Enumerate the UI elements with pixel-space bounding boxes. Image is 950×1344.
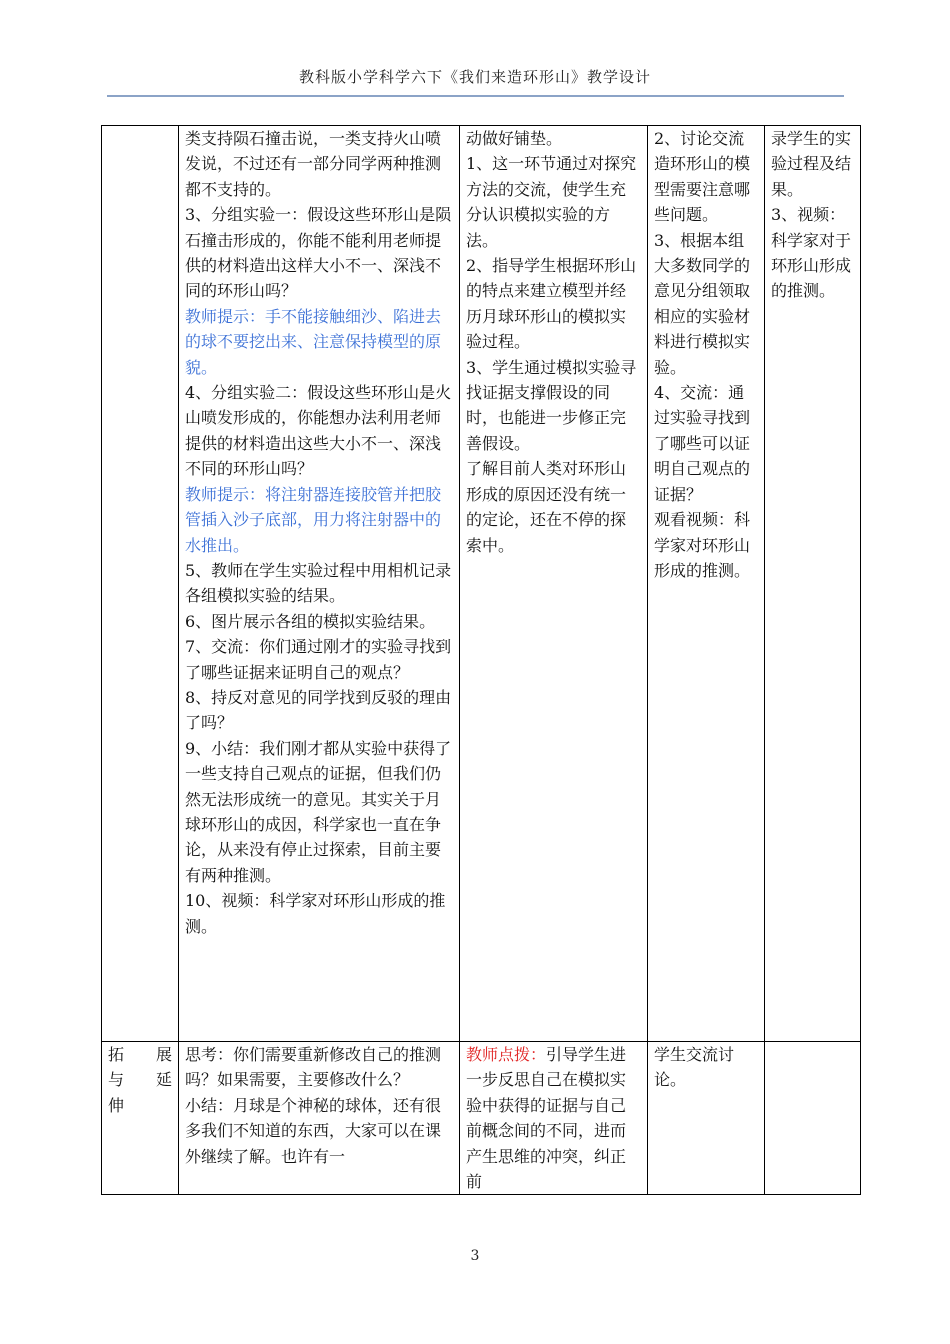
intent-paragraph — [466, 1042, 641, 1194]
cell-paragraph: 5、教师在学生实验过程中用相机记录各组模拟实验的结果。 — [185, 560, 452, 606]
cell-paragraph: 3、根据本组大多数同学的意见分组领取相应的实验材料进行模拟实验。 — [654, 230, 751, 377]
cell-paragraph: 2、讨论交流造环形山的模型需要注意哪些问题。 — [654, 129, 751, 225]
cell-paragraph: 伸 — [108, 1095, 125, 1115]
cell-paragraph: 学生交流讨论。 — [654, 1045, 735, 1090]
stage-cell — [102, 1042, 179, 1195]
stage-cell — [102, 126, 179, 1042]
cell-paragraph: 录学生的实验过程及结果。 — [771, 129, 852, 199]
cell-paragraph: 了解目前人类对环形山形成的原因还没有统一的定论，还在不停的探索中。 — [466, 459, 627, 555]
page-header-title: 教科版小学科学六下《我们来造环形山》教学设计 — [298, 68, 651, 86]
student-activity-cell — [648, 1042, 765, 1195]
cell-paragraph: 类支持陨石撞击说，一类支持火山喷发说，不过还有一部分同学两种推测都不支持的。 — [185, 129, 442, 199]
cell-paragraph: 教师提示：将注射器连接胶管并把胶管插入沙子底部，用力将注射器中的水推出。 — [185, 484, 442, 555]
cell-paragraph: 拓展 — [108, 1045, 172, 1064]
cell-paragraph: 1、这一环节通过对探究方法的交流，使学生充分认识模拟实验的方法。 — [466, 154, 637, 250]
cell-paragraph: 3、学生通过模拟实验寻找证据支撑假设的同时，也能进一步修正完善假设。 — [466, 357, 637, 453]
cell-paragraph: 教师提示：手不能接触细沙、陷进去的球不要挖出来、注意保持模型的原貌。 — [185, 306, 442, 377]
table-row — [102, 126, 861, 1042]
cell-paragraph: 与延 — [108, 1070, 172, 1090]
cell-paragraph: 动做好铺垫。 — [466, 129, 563, 148]
teacher-activity-cell — [179, 126, 460, 1042]
page-number: 3 — [470, 1248, 480, 1264]
cell-paragraph: 思考：你们需要重新修改自己的推测吗？如果需要，主要修改什么？ — [185, 1045, 442, 1090]
cell-paragraph: 2、指导学生根据环形山的特点来建立模型并经历月球环形山的模拟实验过程。 — [466, 256, 637, 352]
teacher-guidance-label: 教师点拨： — [466, 1045, 547, 1064]
intent-text: 引导学生进一步反思自己在模拟实验中获得的证据与自己前概念间的不同，进而产生思维的冲突，纠正前 — [466, 1045, 627, 1192]
cell-paragraph: 6、图片展示各组的模拟实验结果。 — [185, 611, 436, 631]
cell-paragraph: 观看视频：科学家对环形山形成的推测。 — [654, 510, 751, 580]
cell-paragraph: 小结：月球是个神秘的球体，还有很多我们不知道的东西，大家可以在课外继续了解。也许有一 — [185, 1095, 442, 1166]
header-divider — [107, 95, 844, 97]
cell-paragraph: 4、交流：通过实验寻找到了哪些可以证明自己观点的证据？ — [654, 383, 751, 504]
media-cell — [765, 126, 861, 1042]
cell-paragraph: 4、分组实验二：假设这些环形山是火山喷发形成的，你能想办法利用老师提供的材料造出这些大小不一、深浅不同的环形山吗？ — [185, 383, 452, 479]
cell-paragraph: 10、视频：科学家对环形山形成的推测。 — [185, 891, 446, 936]
design-intent-cell — [460, 126, 648, 1042]
cell-paragraph: 8、持反对意见的同学找到反驳的理由了吗？ — [185, 687, 452, 733]
cell-paragraph: 3、分组实验一：假设这些环形山是陨石撞击形成的，你能不能利用老师提供的材料造出这样大小不一、深浅不同的环形山吗？ — [185, 205, 452, 301]
teacher-activity-cell — [179, 1042, 460, 1195]
media-cell — [765, 1042, 861, 1195]
cell-paragraph: 9、小结：我们刚才都从实验中获得了一些支持自己观点的证据，但我们仍然无法形成统一的意见。其实关于月球环形山的成因，科学家也一直在争论，从来没有停止过探索，目前主要有两种推测。 — [185, 738, 452, 885]
cell-paragraph: 7、交流：你们通过刚才的实验寻找到了哪些证据来证明自己的观点？ — [185, 637, 452, 682]
design-intent-cell — [460, 1042, 648, 1195]
lesson-plan-table — [101, 125, 861, 1195]
table-row — [102, 1042, 861, 1195]
cell-paragraph: 3、视频：科学家对于环形山形成的推测。 — [771, 205, 852, 301]
student-activity-cell — [648, 126, 765, 1042]
